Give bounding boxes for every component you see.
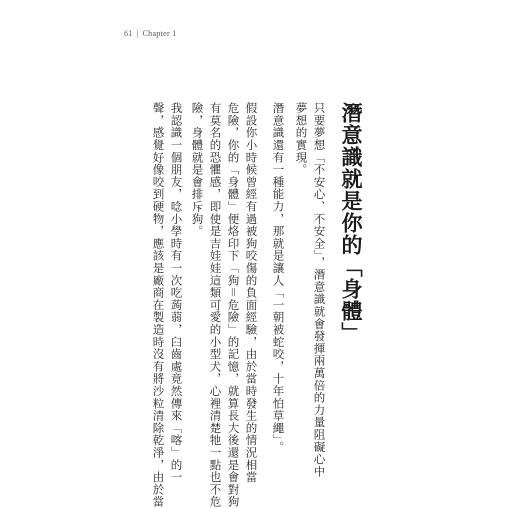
text-column: 危險，你的「身體」便烙印下「狗＝危險」的記憶，就算長大後還是會對狗: [226, 102, 241, 508]
text-column: 我認識一個朋友，唸小學時有一次吃蒟蒻，臼齒處竟然傳來「喀」的一: [169, 102, 184, 484]
page-number: 61: [124, 29, 133, 38]
section-title: 潛意識就是你的「身體」: [339, 102, 363, 344]
text-column: 險，身體就是會排斥狗。: [190, 102, 205, 238]
text-column: 假設你小時候曾經有過被狗咬傷的負面經驗，由於當時發生的情況相當: [244, 102, 259, 484]
text-column: 聲，感覺好像咬到硬物，應該是廠商在製造時沒有將沙粒清除乾淨，由於當: [151, 102, 166, 508]
text-column: 夢想的實現。: [294, 102, 309, 176]
header-separator: |: [136, 29, 139, 38]
running-header: [124, 29, 177, 38]
chapter-label: Chapter 1: [142, 29, 177, 38]
text-column: 潛意識還有一種能力，那就是讓人「一朝被蛇咬，十年怕草繩」。: [271, 102, 286, 453]
text-column: 有莫名的恐懼感，即使是吉娃娃這類可愛的小型犬，心裡清楚牠一點也不危: [208, 102, 223, 508]
text-column: 只要夢想「不安心、不安全」，潛意識就會發揮兩萬倍的力量阻礙心中: [312, 102, 327, 478]
